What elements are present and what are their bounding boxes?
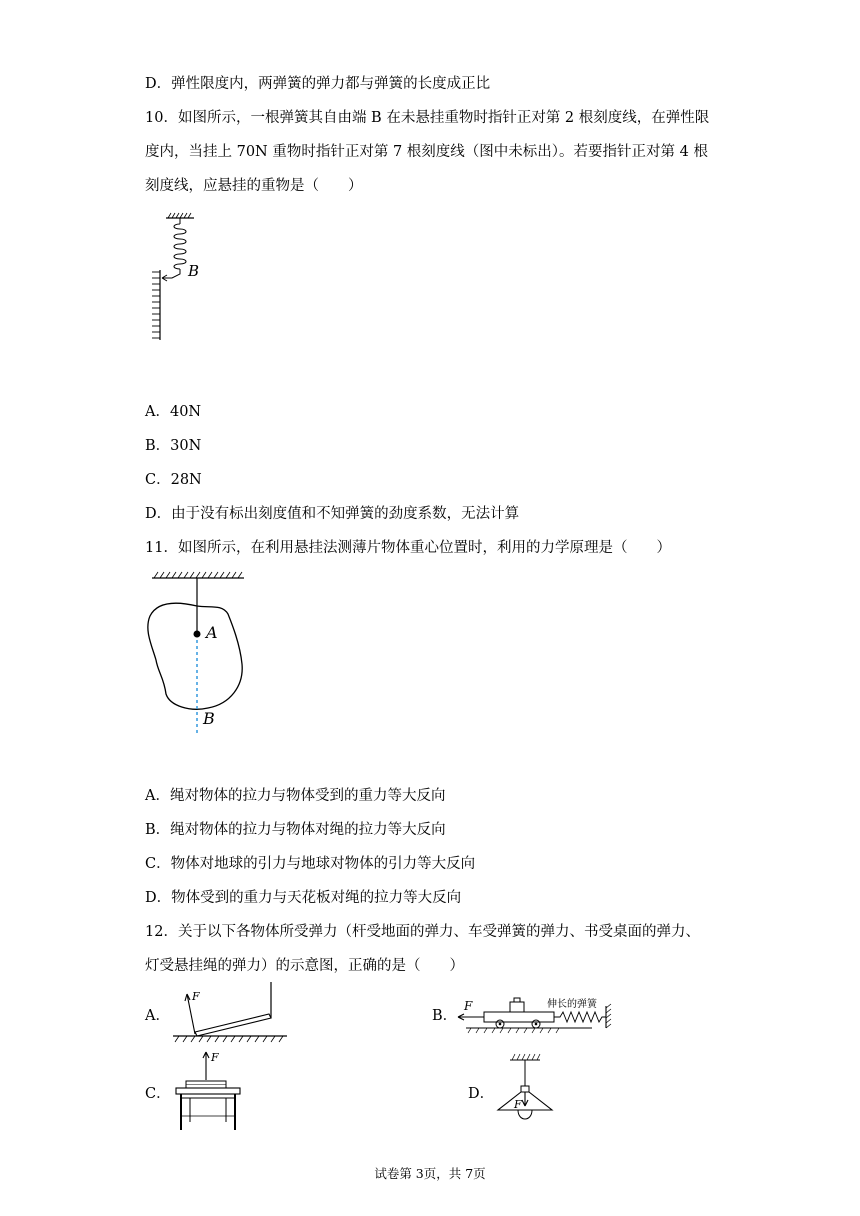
- q12-option-d-label: D．: [468, 1086, 495, 1102]
- q11-label-b: B: [203, 709, 215, 728]
- q12-option-b-figure: [452, 988, 622, 1036]
- q10-spring-figure: [140, 210, 220, 345]
- q11-option-d: D．物体受到的重力与天花板对绳的拉力等大反向: [145, 890, 462, 906]
- q10-option-c: C．28N: [145, 472, 202, 488]
- q12-option-a-label: A．: [145, 1008, 170, 1024]
- q12-option-c-figure: [166, 1048, 250, 1134]
- q11-option-b: B．绳对物体的拉力与物体对绳的拉力等大反向: [145, 822, 446, 838]
- q11-suspension-figure: [140, 568, 260, 738]
- q12-option-a-figure: [165, 978, 295, 1046]
- q10-stem-line2: 度内，当挂上 70N 重物时指针正对第 7 根刻度线（图中未标出）。若要指针正对第 4 根: [145, 144, 708, 160]
- page-footer: 试卷第 3页，共 7页: [374, 1166, 486, 1181]
- q10-option-d: D．由于没有标出刻度值和不知弹簧的劲度系数，无法计算: [145, 506, 520, 522]
- q10-label-b: B: [188, 262, 200, 280]
- q12-c-force-label: F: [211, 1051, 219, 1064]
- q12-b-spring-label: 伸长的弹簧: [547, 999, 597, 1010]
- q10-stem-line3: 刻度线，应悬挂的重物是（ ）: [145, 178, 363, 194]
- q12-d-force-label: F: [514, 1098, 522, 1111]
- q11-option-c: C．物体对地球的引力与地球对物体的引力等大反向: [145, 856, 476, 872]
- q9-option-d: D．弹性限度内，两弹簧的弹力都与弹簧的长度成正比: [145, 76, 491, 92]
- q11-option-a: A．绳对物体的拉力与物体受到的重力等大反向: [145, 788, 446, 804]
- q12-b-force-label: F: [464, 999, 473, 1013]
- q10-option-b: B．30N: [145, 438, 202, 454]
- q11-stem-line1: 11．如图所示，在利用悬挂法测薄片物体重心位置时，利用的力学原理是（ ）: [145, 540, 671, 556]
- q12-a-force-label: F: [192, 990, 200, 1003]
- q10-option-a: A．40N: [145, 404, 202, 420]
- q10-stem-line1: 10．如图所示，一根弹簧其自由端 B 在未悬挂重物时指针正对第 2 根刻度线，在弹性限: [145, 110, 710, 126]
- q12-option-c-label: C．: [145, 1086, 171, 1102]
- q12-option-b-label: B．: [432, 1008, 458, 1024]
- q12-stem-line2: 灯受悬挂绳的弹力）的示意图，正确的是（ ）: [145, 958, 464, 974]
- q12-stem-line1: 12．关于以下各物体所受弹力（杆受地面的弹力、车受弹簧的弹力、书受桌面的弹力、: [145, 924, 700, 940]
- q12-option-d-figure: [490, 1050, 560, 1134]
- q11-label-a: A: [206, 623, 218, 642]
